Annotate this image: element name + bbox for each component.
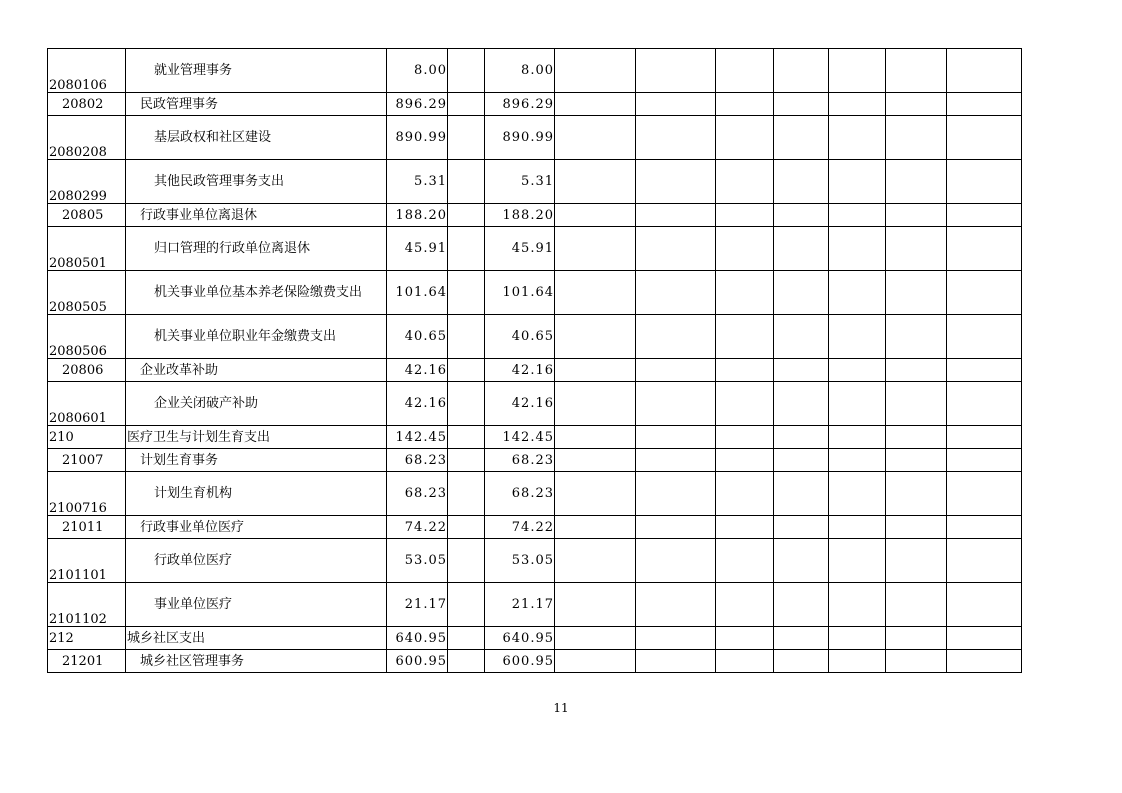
empty-cell xyxy=(636,516,716,539)
row-amount-total: 40.65 xyxy=(387,315,448,359)
empty-cell xyxy=(886,271,947,315)
empty-cell xyxy=(829,160,886,204)
empty-cell xyxy=(886,627,947,650)
row-name: 机关事业单位基本养老保险缴费支出 xyxy=(126,271,387,315)
empty-cell xyxy=(555,204,636,227)
row-amount-basic: 8.00 xyxy=(485,49,555,93)
row-code: 2080601 xyxy=(48,382,126,426)
empty-cell xyxy=(947,160,1022,204)
table-row xyxy=(48,315,1022,359)
row-amount-basic: 74.22 xyxy=(485,516,555,539)
empty-cell xyxy=(774,539,829,583)
empty-cell xyxy=(886,160,947,204)
row-amount-total: 21.17 xyxy=(387,583,448,627)
empty-cell xyxy=(886,650,947,673)
empty-cell xyxy=(774,227,829,271)
empty-cell xyxy=(774,449,829,472)
row-name: 就业管理事务 xyxy=(126,49,387,93)
empty-cell xyxy=(636,539,716,583)
empty-cell xyxy=(636,227,716,271)
empty-cell xyxy=(886,49,947,93)
empty-cell xyxy=(555,449,636,472)
empty-cell xyxy=(886,583,947,627)
row-amount-total: 896.29 xyxy=(387,93,448,116)
empty-cell xyxy=(448,116,485,160)
empty-cell xyxy=(947,627,1022,650)
empty-cell xyxy=(555,426,636,449)
empty-cell xyxy=(636,472,716,516)
empty-cell xyxy=(947,93,1022,116)
row-amount-total: 600.95 xyxy=(387,650,448,673)
empty-cell xyxy=(448,49,485,93)
row-code: 2080208 xyxy=(48,116,126,160)
empty-cell xyxy=(716,271,774,315)
empty-cell xyxy=(947,315,1022,359)
row-code: 2080506 xyxy=(48,315,126,359)
empty-cell xyxy=(555,315,636,359)
empty-cell xyxy=(448,426,485,449)
page-number: 11 xyxy=(553,701,569,715)
empty-cell xyxy=(774,204,829,227)
empty-cell xyxy=(829,382,886,426)
row-amount-basic: 45.91 xyxy=(485,227,555,271)
empty-cell xyxy=(448,627,485,650)
empty-cell xyxy=(774,516,829,539)
row-code: 2101102 xyxy=(48,583,126,627)
empty-cell xyxy=(829,516,886,539)
empty-cell xyxy=(774,382,829,426)
empty-cell xyxy=(555,271,636,315)
empty-cell xyxy=(886,116,947,160)
row-code: 20802 xyxy=(48,93,126,116)
empty-cell xyxy=(448,315,485,359)
empty-cell xyxy=(555,627,636,650)
row-name: 城乡社区管理事务 xyxy=(126,650,387,673)
row-amount-total: 188.20 xyxy=(387,204,448,227)
empty-cell xyxy=(448,271,485,315)
empty-cell xyxy=(555,49,636,93)
row-code: 21007 xyxy=(48,449,126,472)
empty-cell xyxy=(829,93,886,116)
table-row xyxy=(48,49,1022,93)
empty-cell xyxy=(886,315,947,359)
empty-cell xyxy=(448,650,485,673)
row-amount-total: 640.95 xyxy=(387,627,448,650)
empty-cell xyxy=(774,271,829,315)
table-body xyxy=(48,49,1022,673)
empty-cell xyxy=(636,627,716,650)
empty-cell xyxy=(774,472,829,516)
empty-cell xyxy=(947,472,1022,516)
empty-cell xyxy=(829,359,886,382)
empty-cell xyxy=(829,472,886,516)
empty-cell xyxy=(947,539,1022,583)
table-row xyxy=(48,583,1022,627)
table-row xyxy=(48,116,1022,160)
row-name: 其他民政管理事务支出 xyxy=(126,160,387,204)
table-row xyxy=(48,227,1022,271)
empty-cell xyxy=(947,426,1022,449)
row-amount-total: 101.64 xyxy=(387,271,448,315)
empty-cell xyxy=(555,583,636,627)
row-amount-total: 53.05 xyxy=(387,539,448,583)
empty-cell xyxy=(886,516,947,539)
empty-cell xyxy=(448,93,485,116)
row-amount-basic: 53.05 xyxy=(485,539,555,583)
empty-cell xyxy=(829,227,886,271)
row-amount-basic: 142.45 xyxy=(485,426,555,449)
empty-cell xyxy=(636,49,716,93)
row-code: 21201 xyxy=(48,650,126,673)
empty-cell xyxy=(829,627,886,650)
empty-cell xyxy=(829,539,886,583)
row-name: 企业改革补助 xyxy=(126,359,387,382)
table-row xyxy=(48,359,1022,382)
empty-cell xyxy=(774,49,829,93)
empty-cell xyxy=(636,116,716,160)
row-amount-total: 68.23 xyxy=(387,449,448,472)
empty-cell xyxy=(947,449,1022,472)
empty-cell xyxy=(947,583,1022,627)
row-amount-total: 42.16 xyxy=(387,382,448,426)
empty-cell xyxy=(947,204,1022,227)
empty-cell xyxy=(716,160,774,204)
empty-cell xyxy=(716,49,774,93)
table-row xyxy=(48,204,1022,227)
empty-cell xyxy=(947,271,1022,315)
empty-cell xyxy=(886,204,947,227)
row-amount-total: 45.91 xyxy=(387,227,448,271)
empty-cell xyxy=(448,382,485,426)
empty-cell xyxy=(829,650,886,673)
empty-cell xyxy=(555,516,636,539)
empty-cell xyxy=(716,627,774,650)
row-name: 机关事业单位职业年金缴费支出 xyxy=(126,315,387,359)
empty-cell xyxy=(886,449,947,472)
table-row xyxy=(48,539,1022,583)
row-amount-total: 8.00 xyxy=(387,49,448,93)
row-name: 行政事业单位医疗 xyxy=(126,516,387,539)
row-amount-total: 890.99 xyxy=(387,116,448,160)
row-amount-basic: 21.17 xyxy=(485,583,555,627)
empty-cell xyxy=(716,426,774,449)
row-code: 20805 xyxy=(48,204,126,227)
empty-cell xyxy=(716,539,774,583)
empty-cell xyxy=(636,204,716,227)
empty-cell xyxy=(829,204,886,227)
empty-cell xyxy=(555,116,636,160)
empty-cell xyxy=(716,359,774,382)
empty-cell xyxy=(774,315,829,359)
empty-cell xyxy=(829,49,886,93)
empty-cell xyxy=(774,116,829,160)
empty-cell xyxy=(448,449,485,472)
empty-cell xyxy=(555,359,636,382)
empty-cell xyxy=(716,583,774,627)
empty-cell xyxy=(774,359,829,382)
empty-cell xyxy=(829,116,886,160)
row-name: 计划生育机构 xyxy=(126,472,387,516)
empty-cell xyxy=(774,426,829,449)
table-row xyxy=(48,382,1022,426)
empty-cell xyxy=(886,382,947,426)
empty-cell xyxy=(886,472,947,516)
row-name: 医疗卫生与计划生育支出 xyxy=(126,426,387,449)
empty-cell xyxy=(636,426,716,449)
empty-cell xyxy=(448,227,485,271)
empty-cell xyxy=(829,271,886,315)
empty-cell xyxy=(636,271,716,315)
row-amount-total: 142.45 xyxy=(387,426,448,449)
empty-cell xyxy=(774,160,829,204)
empty-cell xyxy=(448,472,485,516)
empty-cell xyxy=(886,539,947,583)
empty-cell xyxy=(636,315,716,359)
row-code: 2100716 xyxy=(48,472,126,516)
empty-cell xyxy=(774,650,829,673)
row-amount-basic: 40.65 xyxy=(485,315,555,359)
row-amount-basic: 42.16 xyxy=(485,382,555,426)
row-code: 212 xyxy=(48,627,126,650)
empty-cell xyxy=(636,583,716,627)
budget-table xyxy=(47,48,1022,673)
empty-cell xyxy=(774,627,829,650)
empty-cell xyxy=(716,650,774,673)
row-code: 21011 xyxy=(48,516,126,539)
empty-cell xyxy=(636,160,716,204)
row-code: 2080106 xyxy=(48,49,126,93)
empty-cell xyxy=(947,382,1022,426)
row-name: 归口管理的行政单位离退休 xyxy=(126,227,387,271)
table-row xyxy=(48,650,1022,673)
row-amount-basic: 188.20 xyxy=(485,204,555,227)
table-row xyxy=(48,93,1022,116)
empty-cell xyxy=(636,93,716,116)
empty-cell xyxy=(829,583,886,627)
empty-cell xyxy=(448,204,485,227)
row-name: 民政管理事务 xyxy=(126,93,387,116)
row-name: 基层政权和社区建设 xyxy=(126,116,387,160)
empty-cell xyxy=(716,472,774,516)
empty-cell xyxy=(829,426,886,449)
empty-cell xyxy=(829,449,886,472)
row-amount-basic: 890.99 xyxy=(485,116,555,160)
table-row xyxy=(48,271,1022,315)
empty-cell xyxy=(448,359,485,382)
empty-cell xyxy=(555,382,636,426)
empty-cell xyxy=(716,227,774,271)
row-amount-total: 42.16 xyxy=(387,359,448,382)
empty-cell xyxy=(555,227,636,271)
empty-cell xyxy=(636,650,716,673)
empty-cell xyxy=(716,116,774,160)
table-row xyxy=(48,426,1022,449)
row-amount-basic: 68.23 xyxy=(485,472,555,516)
row-name: 企业关闭破产补助 xyxy=(126,382,387,426)
empty-cell xyxy=(636,449,716,472)
row-name: 行政单位医疗 xyxy=(126,539,387,583)
empty-cell xyxy=(947,516,1022,539)
table-row xyxy=(48,449,1022,472)
empty-cell xyxy=(555,93,636,116)
empty-cell xyxy=(886,227,947,271)
empty-cell xyxy=(555,650,636,673)
table-row xyxy=(48,516,1022,539)
empty-cell xyxy=(448,160,485,204)
empty-cell xyxy=(947,650,1022,673)
row-amount-total: 68.23 xyxy=(387,472,448,516)
empty-cell xyxy=(886,359,947,382)
empty-cell xyxy=(947,49,1022,93)
row-code: 2080505 xyxy=(48,271,126,315)
empty-cell xyxy=(716,93,774,116)
empty-cell xyxy=(774,583,829,627)
empty-cell xyxy=(716,382,774,426)
row-name: 行政事业单位离退休 xyxy=(126,204,387,227)
table-row xyxy=(48,627,1022,650)
row-amount-basic: 101.64 xyxy=(485,271,555,315)
empty-cell xyxy=(636,359,716,382)
row-amount-basic: 68.23 xyxy=(485,449,555,472)
empty-cell xyxy=(829,315,886,359)
row-code: 2080501 xyxy=(48,227,126,271)
empty-cell xyxy=(448,583,485,627)
empty-cell xyxy=(947,116,1022,160)
row-amount-total: 5.31 xyxy=(387,160,448,204)
empty-cell xyxy=(716,315,774,359)
empty-cell xyxy=(555,160,636,204)
empty-cell xyxy=(774,93,829,116)
empty-cell xyxy=(886,93,947,116)
empty-cell xyxy=(555,472,636,516)
empty-cell xyxy=(886,426,947,449)
table-row xyxy=(48,160,1022,204)
row-code: 20806 xyxy=(48,359,126,382)
row-amount-basic: 600.95 xyxy=(485,650,555,673)
row-name: 事业单位医疗 xyxy=(126,583,387,627)
empty-cell xyxy=(448,516,485,539)
empty-cell xyxy=(947,227,1022,271)
empty-cell xyxy=(636,382,716,426)
row-code: 210 xyxy=(48,426,126,449)
row-amount-basic: 896.29 xyxy=(485,93,555,116)
empty-cell xyxy=(448,539,485,583)
row-code: 2101101 xyxy=(48,539,126,583)
row-name: 计划生育事务 xyxy=(126,449,387,472)
empty-cell xyxy=(716,204,774,227)
row-code: 2080299 xyxy=(48,160,126,204)
empty-cell xyxy=(947,359,1022,382)
table-row xyxy=(48,472,1022,516)
row-amount-basic: 42.16 xyxy=(485,359,555,382)
empty-cell xyxy=(555,539,636,583)
empty-cell xyxy=(716,449,774,472)
row-amount-total: 74.22 xyxy=(387,516,448,539)
row-amount-basic: 5.31 xyxy=(485,160,555,204)
empty-cell xyxy=(716,516,774,539)
row-name: 城乡社区支出 xyxy=(126,627,387,650)
row-amount-basic: 640.95 xyxy=(485,627,555,650)
